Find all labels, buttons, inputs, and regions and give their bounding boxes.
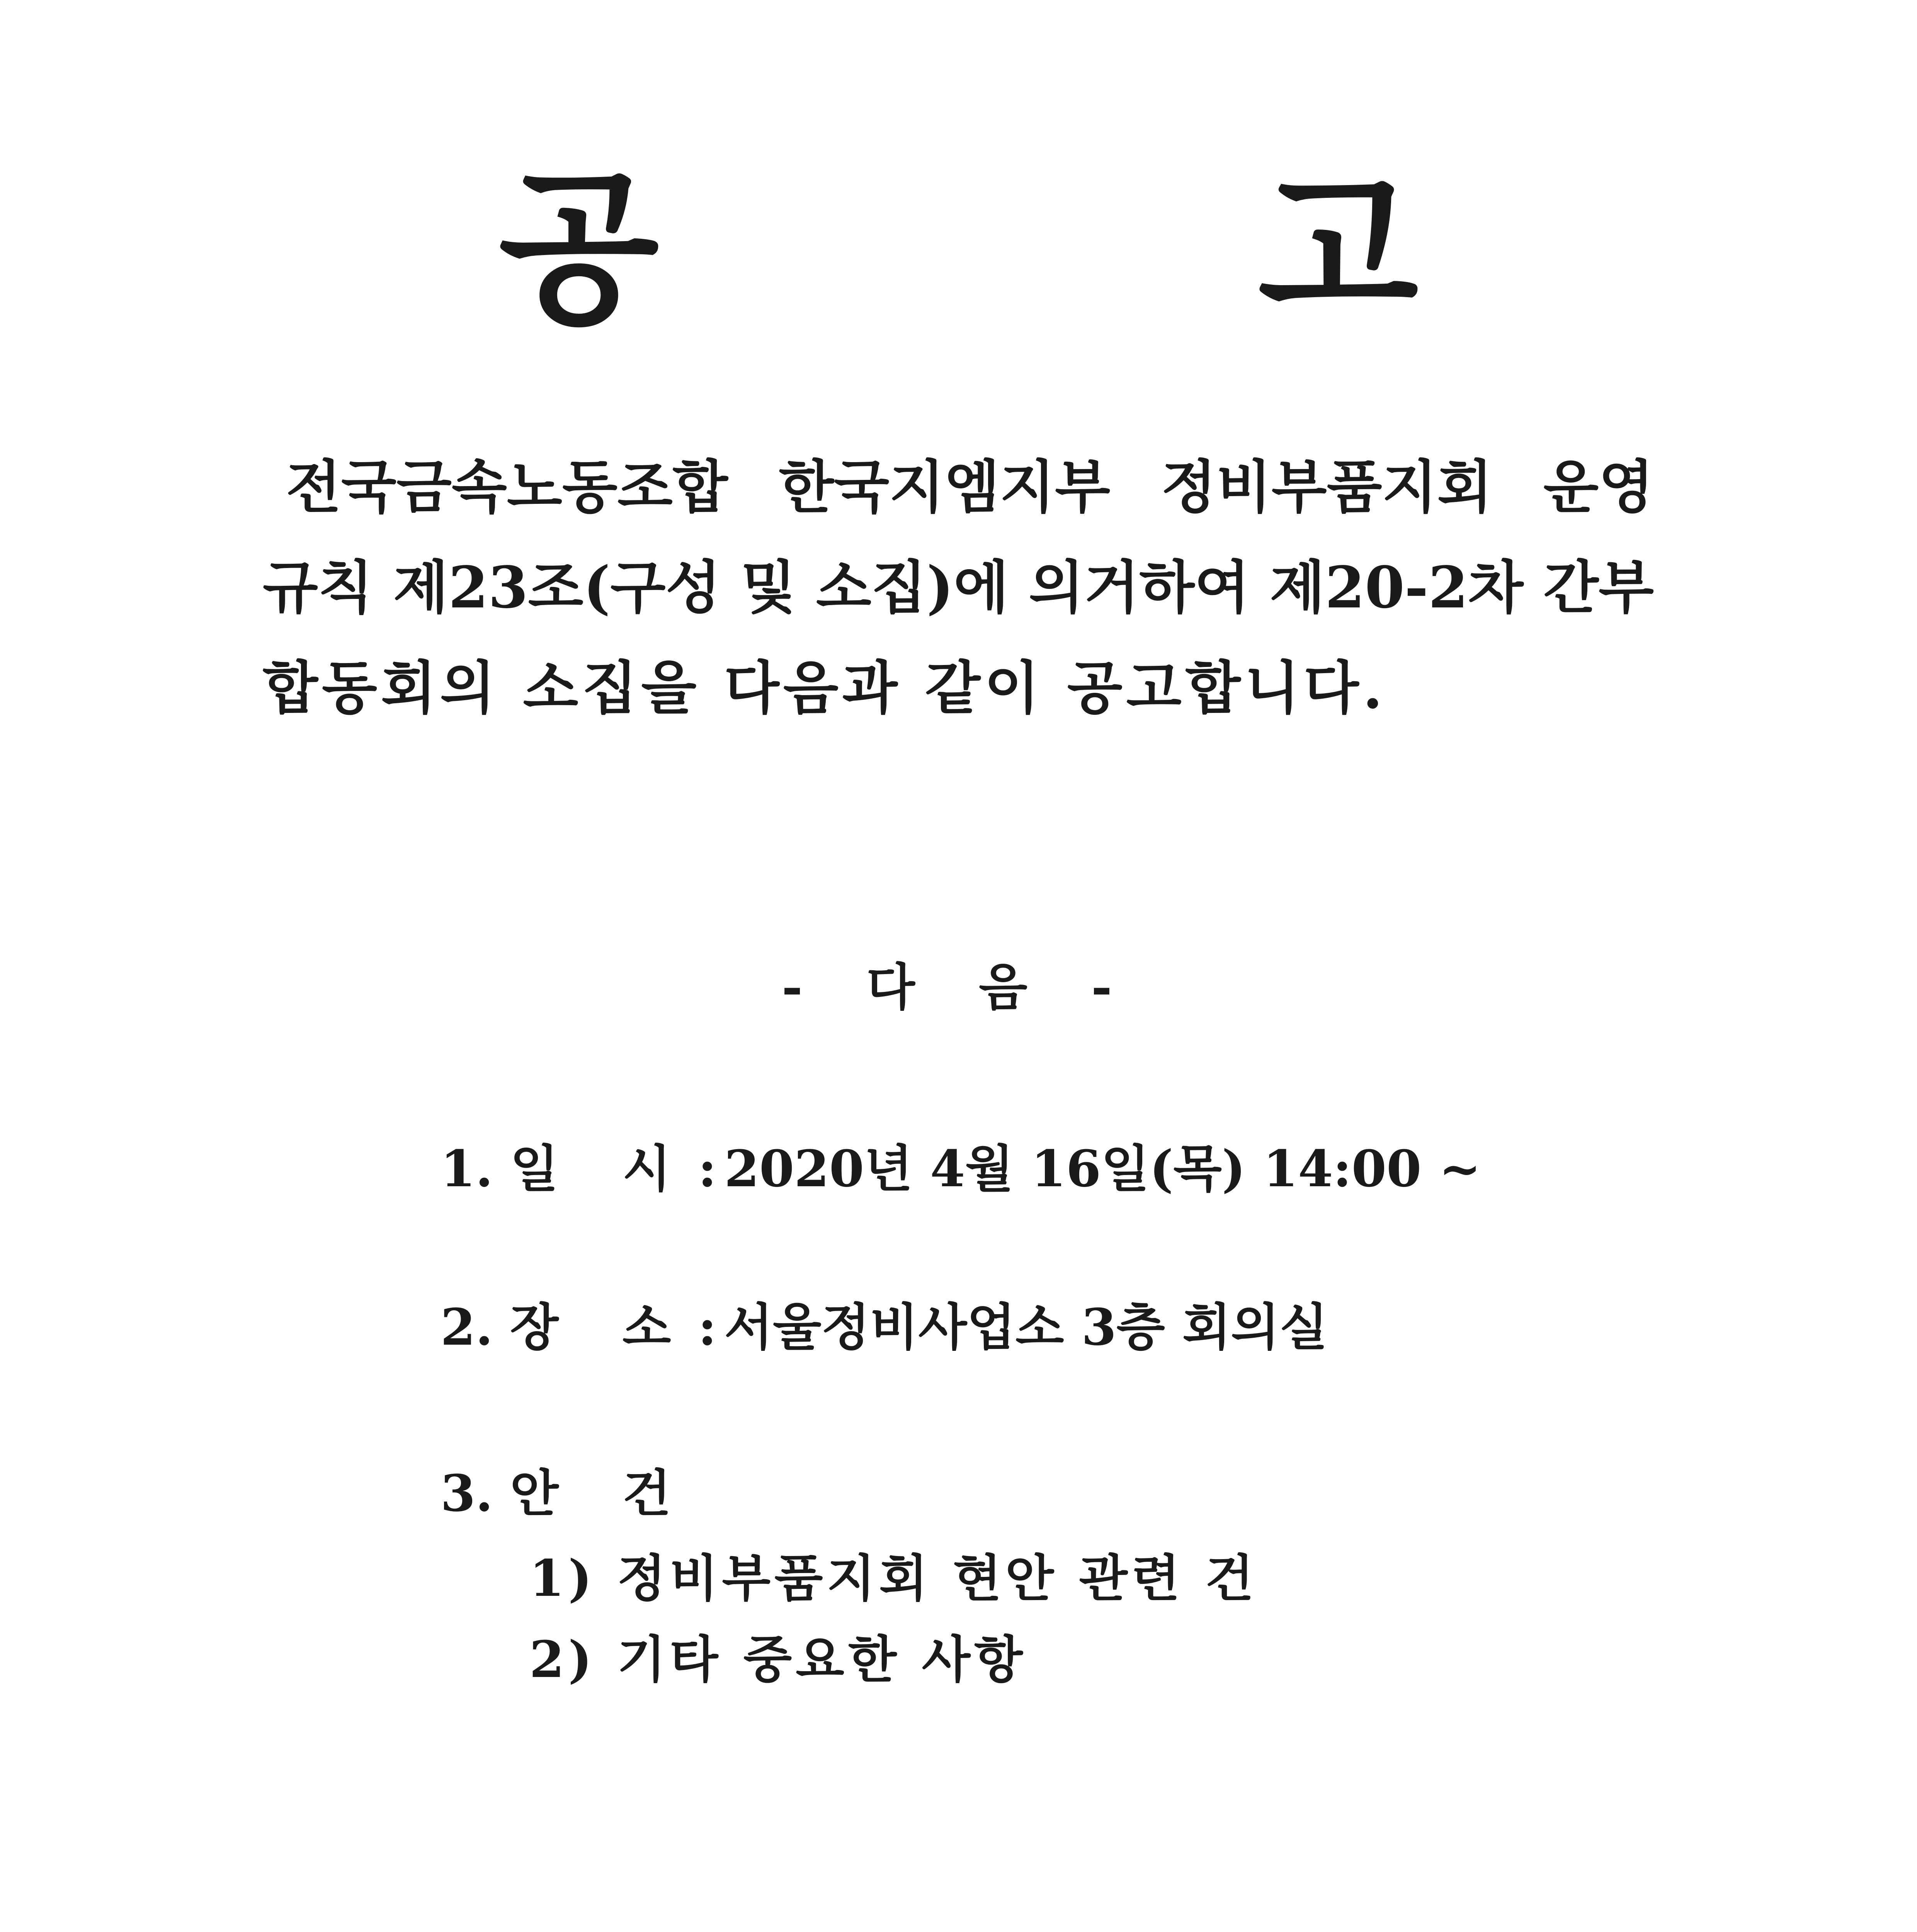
- item-value: 2020년 4월 16일(목) 14:00 ~: [724, 1139, 1481, 1198]
- item-number: 2.: [441, 1298, 493, 1357]
- item-label: 안 건: [510, 1464, 694, 1523]
- intro-line-2: 규칙 제23조(구성 및 소집)에 의거하여 제20-2차 간부: [263, 554, 1654, 621]
- intro-paragraph: [263, 437, 1654, 738]
- agenda-item-2: 2) 기타 중요한 사항: [529, 1630, 1027, 1689]
- item-colon: :: [698, 1298, 717, 1357]
- next-heading: - 다 음 -: [782, 957, 1135, 1017]
- intro-line-3: 합동회의 소집을 다음과 같이 공고합니다.: [263, 654, 1387, 721]
- item-value: 서울정비사업소 3층 회의실: [724, 1298, 1328, 1357]
- intro-line-1: 전국금속노동조합 한국지엠지부 정비부품지회 운영: [286, 453, 1654, 520]
- item-number: 1.: [441, 1139, 493, 1198]
- item-number: 3.: [441, 1464, 493, 1523]
- item-datetime: [441, 1139, 1481, 1198]
- agenda-item-1: 1) 정비부품지회 현안 관련 건: [529, 1549, 1258, 1608]
- item-place: [441, 1298, 1328, 1357]
- item-label: 장 소: [510, 1298, 694, 1357]
- notice-title: 공 고: [498, 151, 1689, 347]
- item-label: 일 시: [510, 1139, 694, 1198]
- item-colon: :: [698, 1139, 717, 1198]
- item-agenda: [441, 1464, 694, 1523]
